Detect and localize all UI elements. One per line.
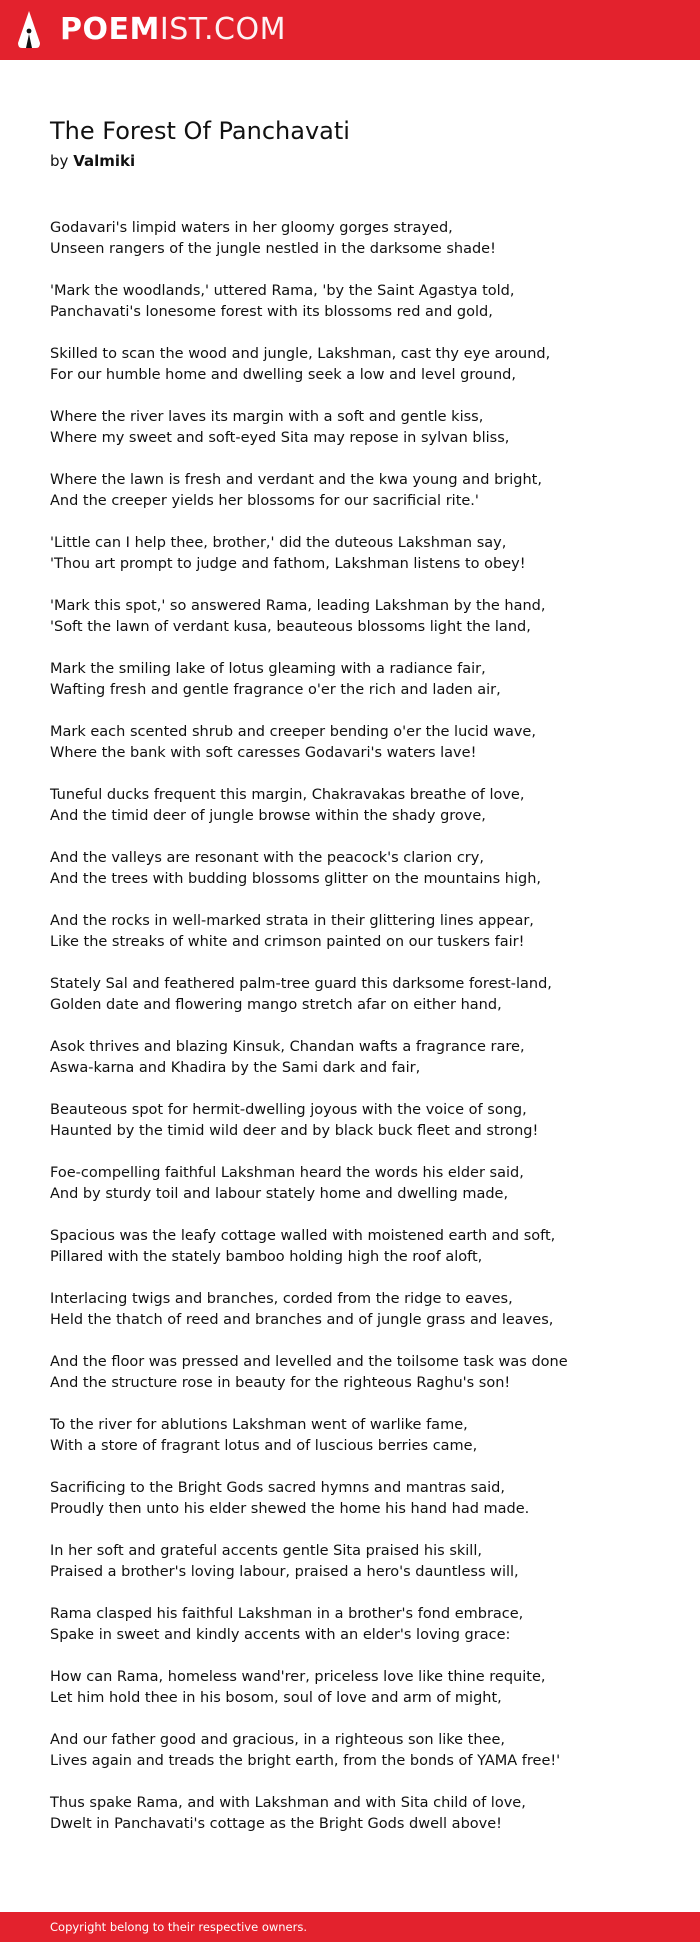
poem-line: For our humble home and dwelling seek a low and level ground, [50, 367, 516, 383]
stanza [50, 1289, 670, 1331]
by-label: by [50, 152, 69, 170]
pen-nib-icon [16, 10, 42, 50]
stanza [50, 1541, 670, 1583]
poem-line: 'Thou art prompt to judge and fathom, Lakshman listens to obey! [50, 556, 526, 572]
stanza [50, 848, 670, 890]
stanza [50, 1415, 670, 1457]
stanza [50, 974, 670, 1016]
poem-line: Unseen rangers of the jungle nestled in the darksome shade! [50, 241, 496, 257]
poem-line: Haunted by the timid wild deer and by black buck fleet and strong! [50, 1123, 539, 1139]
poem-line: 'Mark the woodlands,' uttered Rama, 'by the Saint Agastya told, [50, 283, 515, 299]
poem-line: Praised a brother's loving labour, praised a hero's dauntless will, [50, 1564, 519, 1580]
poem-line: Godavari's limpid waters in her gloomy gorges strayed, [50, 220, 453, 236]
poem-line: With a store of fragrant lotus and of luscious berries came, [50, 1438, 478, 1454]
stanza [50, 407, 670, 449]
poem-line: Where the river laves its margin with a soft and gentle kiss, [50, 409, 484, 425]
poem-line: Proudly then unto his elder shewed the home his hand had made. [50, 1501, 530, 1517]
poem-line: And by sturdy toil and labour stately home and dwelling made, [50, 1186, 509, 1202]
poem-line: And the floor was pressed and levelled and the toilsome task was done [50, 1354, 568, 1370]
stanza [50, 1730, 670, 1772]
logo-light-text: IST.COM [159, 12, 286, 47]
poem-line: Like the streaks of white and crimson painted on our tuskers fair! [50, 934, 525, 950]
poem-line: Mark each scented shrub and creeper bending o'er the lucid wave, [50, 724, 536, 740]
site-logo[interactable] [16, 10, 286, 50]
stanza [50, 218, 670, 260]
stanza [50, 344, 670, 386]
poem-line: Wafting fresh and gentle fragrance o'er the rich and laden air, [50, 682, 501, 698]
poem-line: Lives again and treads the bright earth, from the bonds of YAMA free!' [50, 1753, 561, 1769]
poem-line: Rama clasped his faithful Lakshman in a brother's fond embrace, [50, 1606, 524, 1622]
poem-line: Stately Sal and feathered palm-tree guard this darksome forest-land, [50, 976, 552, 992]
poem-line: Dwelt in Panchavati's cottage as the Bright Gods dwell above! [50, 1816, 502, 1832]
poem-line: And the rocks in well-marked strata in their glittering lines appear, [50, 913, 534, 929]
stanza [50, 470, 670, 512]
stanza [50, 596, 670, 638]
stanza [50, 1352, 670, 1394]
poem-line: And the valleys are resonant with the peacock's clarion cry, [50, 850, 484, 866]
poem-line: Foe-compelling faithful Lakshman heard the words his elder said, [50, 1165, 524, 1181]
poem-line: And the trees with budding blossoms glitter on the mountains high, [50, 871, 541, 887]
stanza [50, 1226, 670, 1268]
poem-line: Panchavati's lonesome forest with its blossoms red and gold, [50, 304, 493, 320]
poem-line: 'Little can I help thee, brother,' did the duteous Lakshman say, [50, 535, 507, 551]
poem-line: Where my sweet and soft-eyed Sita may repose in sylvan bliss, [50, 430, 510, 446]
stanza [50, 1037, 670, 1079]
poem-line: Where the bank with soft caresses Godavari's waters lave! [50, 745, 477, 761]
poem-line: Spacious was the leafy cottage walled with moistened earth and soft, [50, 1228, 556, 1244]
poem-line: And the structure rose in beauty for the righteous Raghu's son! [50, 1375, 511, 1391]
poem-line: In her soft and grateful accents gentle Sita praised his skill, [50, 1543, 482, 1559]
poem-line: Asok thrives and blazing Kinsuk, Chandan wafts a fragrance rare, [50, 1039, 525, 1055]
poem-title: The Forest Of Panchavati [50, 117, 350, 145]
copyright-text: Copyright belong to their respective owners. [50, 1920, 308, 1934]
stanza [50, 659, 670, 701]
poem-line: And the creeper yields her blossoms for our sacrificial rite.' [50, 493, 479, 509]
poem-line: Thus spake Rama, and with Lakshman and with Sita child of love, [50, 1795, 526, 1811]
poem-line: Skilled to scan the wood and jungle, Lakshman, cast thy eye around, [50, 346, 551, 362]
poem-line: Held the thatch of reed and branches and of jungle grass and leaves, [50, 1312, 554, 1328]
site-header [0, 0, 700, 60]
poem-line: Let him hold thee in his bosom, soul of love and arm of might, [50, 1690, 502, 1706]
poem-line: Spake in sweet and kindly accents with an elder's loving grace: [50, 1627, 511, 1643]
poem-line: Beauteous spot for hermit-dwelling joyous with the voice of song, [50, 1102, 527, 1118]
stanza [50, 281, 670, 323]
stanza [50, 785, 670, 827]
poem-line: And our father good and gracious, in a righteous son like thee, [50, 1732, 506, 1748]
poem-line: And the timid deer of jungle browse within the shady grove, [50, 808, 486, 824]
poem-header [50, 114, 650, 172]
poem-line: 'Soft the lawn of verdant kusa, beauteous blossoms light the land, [50, 619, 531, 635]
poem-line: Interlacing twigs and branches, corded from the ridge to eaves, [50, 1291, 513, 1307]
poem-line: To the river for ablutions Lakshman went of warlike fame, [50, 1417, 468, 1433]
stanza [50, 533, 670, 575]
author-name[interactable]: Valmiki [73, 152, 136, 170]
stanza [50, 1163, 670, 1205]
stanza [50, 1793, 670, 1835]
poem-line: Where the lawn is fresh and verdant and the kwa young and bright, [50, 472, 542, 488]
site-footer [0, 1912, 700, 1942]
poem-line: 'Mark this spot,' so answered Rama, leading Lakshman by the hand, [50, 598, 546, 614]
stanza [50, 1604, 670, 1646]
stanza [50, 911, 670, 953]
stanza [50, 1478, 670, 1520]
byline [50, 150, 650, 172]
site-logo-text [60, 10, 286, 50]
stanza [50, 1667, 670, 1709]
poem-line: Sacrificing to the Bright Gods sacred hymns and mantras said, [50, 1480, 505, 1496]
poem-line: Pillared with the stately bamboo holding high the roof aloft, [50, 1249, 483, 1265]
poem-line: How can Rama, homeless wand'rer, priceless love like thine requite, [50, 1669, 546, 1685]
stanza [50, 722, 670, 764]
poem-line: Aswa-karna and Khadira by the Sami dark and fair, [50, 1060, 421, 1076]
poem-line: Mark the smiling lake of lotus gleaming with a radiance fair, [50, 661, 486, 677]
poem-line: Tuneful ducks frequent this margin, Chakravakas breathe of love, [50, 787, 525, 803]
logo-bold-text: POEM [60, 12, 160, 47]
poem-body [50, 218, 670, 1856]
stanza [50, 1100, 670, 1142]
poem-line: Golden date and flowering mango stretch afar on either hand, [50, 997, 502, 1013]
